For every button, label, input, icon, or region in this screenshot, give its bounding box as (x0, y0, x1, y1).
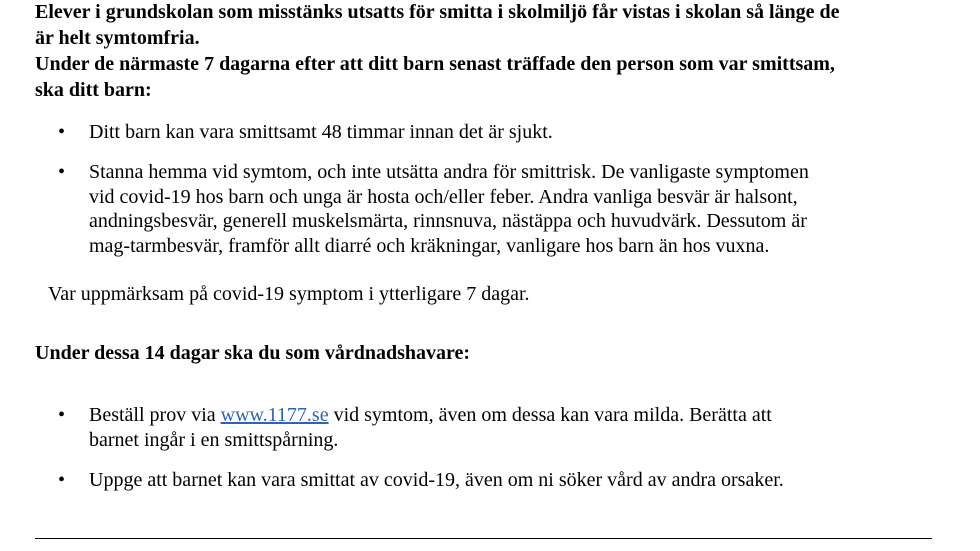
list2-item2-line1: Uppge att barnet kan vara smittat av covid-19, även om ni söker vård av andra orsaker. (89, 469, 784, 491)
notice-text: Var uppmärksam på covid-19 symptom i ytterligare 7 dagar. (48, 283, 530, 305)
list2-item1-prefix: Beställ prov via (89, 404, 221, 426)
list1-item2-line4: mag-tarmbesvär, framför allt diarré och kräkningar, vanligare hos barn än hos vuxna. (89, 235, 770, 257)
heading-line-4: ska ditt barn: (35, 79, 152, 101)
list1-item2-line2: vid covid-19 hos barn och unga är hosta och/eller feber. Andra vanliga besvär är halsont, (89, 186, 798, 208)
bottom-divider (35, 538, 932, 539)
list2-item1-line2: barnet ingår i en smittspårning. (89, 429, 339, 451)
list1-item2-line1: Stanna hemma vid symtom, och inte utsätta andra för smittrisk. De vanligaste symptomen (89, 161, 809, 183)
bullet-icon: • (58, 161, 66, 183)
bullet-icon: • (58, 121, 66, 143)
list1-item1-line1: Ditt barn kan vara smittsamt 48 timmar innan det är sjukt. (89, 121, 553, 143)
list2-item1-line1 (89, 403, 772, 428)
subheading: Under dessa 14 dagar ska du som vårdnadshavare: (35, 342, 471, 364)
list1-item2-line3: andningsbesvär, generell muskelsmärta, rinnsnuva, nästäppa och huvudvärk. Dessutom är (89, 210, 807, 232)
heading-line-2: är helt symtomfria. (35, 27, 200, 49)
bullet-icon: • (58, 404, 66, 426)
link-1177[interactable]: www.1177.se (220, 404, 329, 426)
bullet-icon: • (58, 469, 66, 491)
heading-line-1: Elever i grundskolan som misstänks utsatts för smitta i skolmiljö får vistas i skolan så länge de (35, 1, 840, 23)
list2-item1-suffix: vid symtom, även om dessa kan vara milda. Berätta att (328, 404, 772, 426)
heading-line-3: Under de närmaste 7 dagarna efter att ditt barn senast träffade den person som var smittsam, (35, 53, 835, 75)
